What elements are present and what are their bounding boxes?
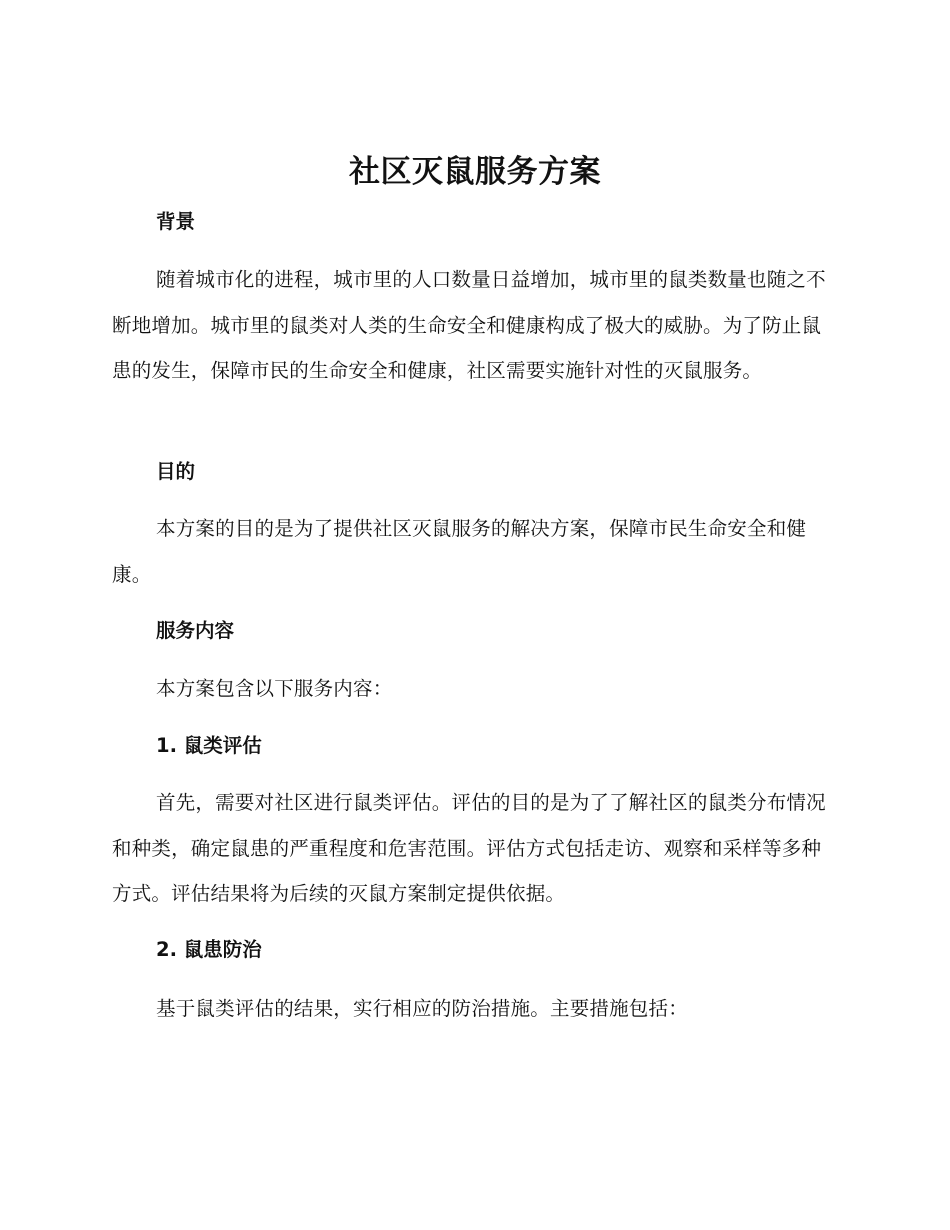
paragraph-control: 基于鼠类评估的结果，实行相应的防治措施。主要措施包括：: [156, 997, 688, 1020]
paragraph-services-intro: 本方案包含以下服务内容：: [156, 677, 393, 700]
section-heading-purpose: 目的: [156, 460, 196, 483]
section-heading-control: 2. 鼠患防治: [156, 938, 262, 961]
section-heading-services: 服务内容: [156, 619, 235, 642]
section-heading-assessment: 1. 鼠类评估: [156, 734, 262, 757]
section-heading-background: 背景: [156, 210, 196, 233]
paragraph-assessment: 首先，需要对社区进行鼠类评估。评估的目的是为了了解社区的鼠类分布情况和种类，确定鼠患的严重程度和危害范围。评估方式包括走访、观察和采样等多种方式。评估结果将为后续的灭鼠方案制定提供依据。: [112, 791, 826, 905]
document-title: 社区灭鼠服务方案: [349, 154, 601, 190]
paragraph-purpose: 本方案的目的是为了提供社区灭鼠服务的解决方案，保障市民生命安全和健康。: [112, 517, 807, 586]
paragraph-background: 随着城市化的进程，城市里的人口数量日益增加，城市里的鼠类数量也随之不断地增加。城市里的鼠类对人类的生命安全和健康构成了极大的威胁。为了防止鼠患的发生，保障市民的生命安全和健康，社区需要实施针对性的灭鼠服务。: [112, 268, 826, 382]
